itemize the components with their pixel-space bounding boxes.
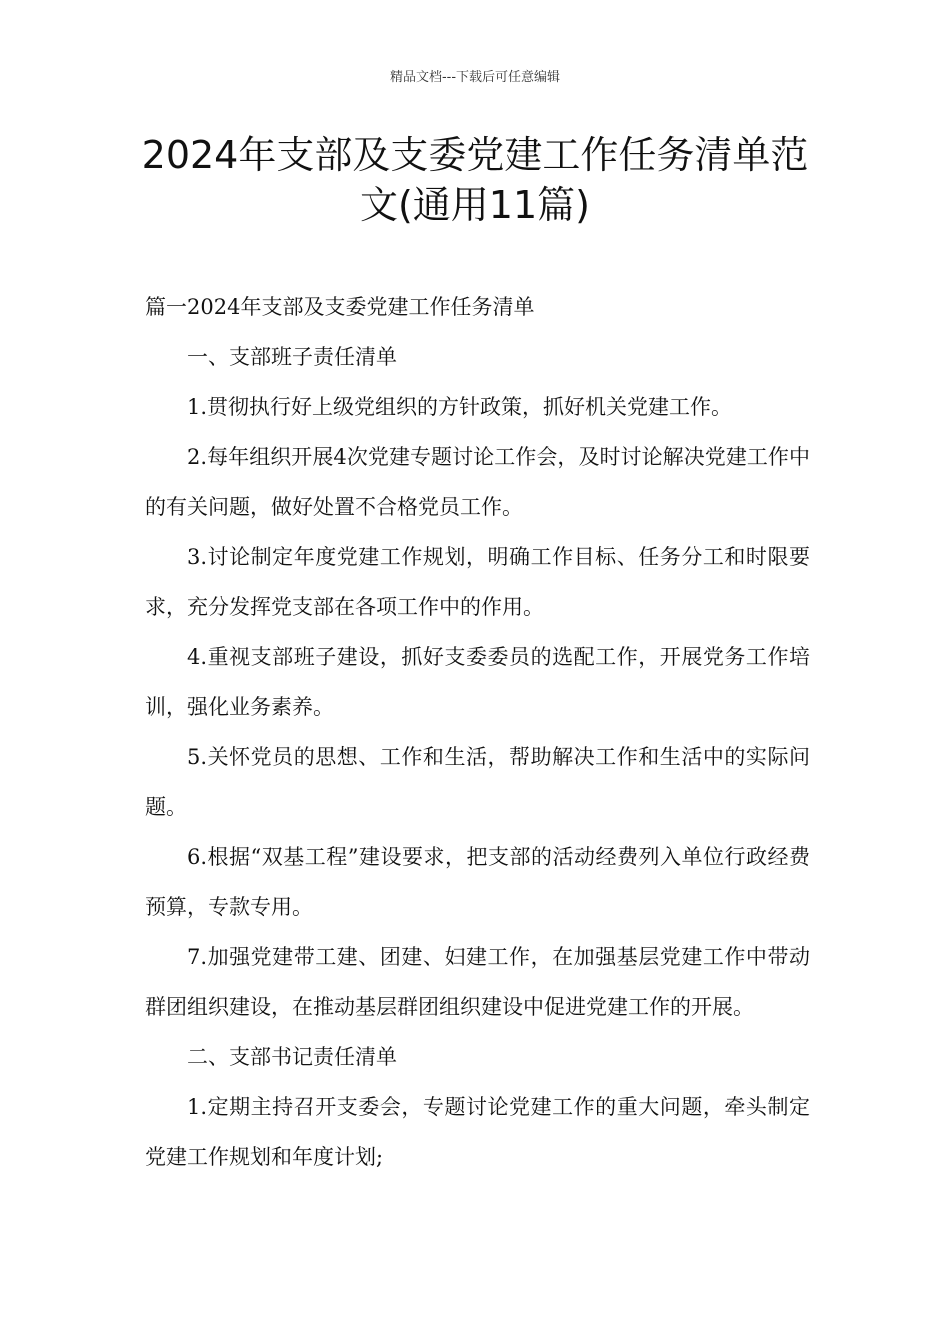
document-body — [145, 282, 810, 1182]
paragraph-item-3: 3.讨论制定年度党建工作规划，明确工作目标、任务分工和时限要求，充分发挥党支部在各项工作中的作用。 — [145, 545, 810, 619]
subsection-heading-branch-team: 一、支部班子责任清单 — [187, 345, 397, 369]
paragraph-item-7: 7.加强党建带工建、团建、妇建工作，在加强基层党建工作中带动群团组织建设，在推动基层群团组织建设中促进党建工作的开展。 — [145, 945, 810, 1019]
paragraph-item-4: 4.重视支部班子建设，抓好支委委员的选配工作，开展党务工作培训，强化业务素养。 — [145, 645, 810, 719]
subsection-heading-branch-secretary: 二、支部书记责任清单 — [187, 1045, 397, 1069]
paragraph-secretary-item-1: 1.定期主持召开支委会，专题讨论党建工作的重大问题，牵头制定党建工作规划和年度计划; — [145, 1095, 810, 1169]
paragraph-item-6: 6.根据“双基工程”建设要求，把支部的活动经费列入单位行政经费预算，专款专用。 — [145, 845, 810, 919]
paragraph-item-1: 1.贯彻执行好上级党组织的方针政策，抓好机关党建工作。 — [187, 395, 733, 419]
page-header: 精品文档---下载后可任意编辑 — [389, 70, 561, 85]
paragraph-item-2: 2.每年组织开展4次党建专题讨论工作会，及时讨论解决党建工作中的有关问题，做好处置不合格党员工作。 — [145, 445, 810, 519]
document-title: 2024年支部及支委党建工作任务清单范文(通用11篇) — [141, 133, 809, 227]
section-heading-part-one: 篇一2024年支部及支委党建工作任务清单 — [145, 295, 535, 319]
paragraph-item-5: 5.关怀党员的思想、工作和生活，帮助解决工作和生活中的实际问题。 — [145, 745, 810, 819]
